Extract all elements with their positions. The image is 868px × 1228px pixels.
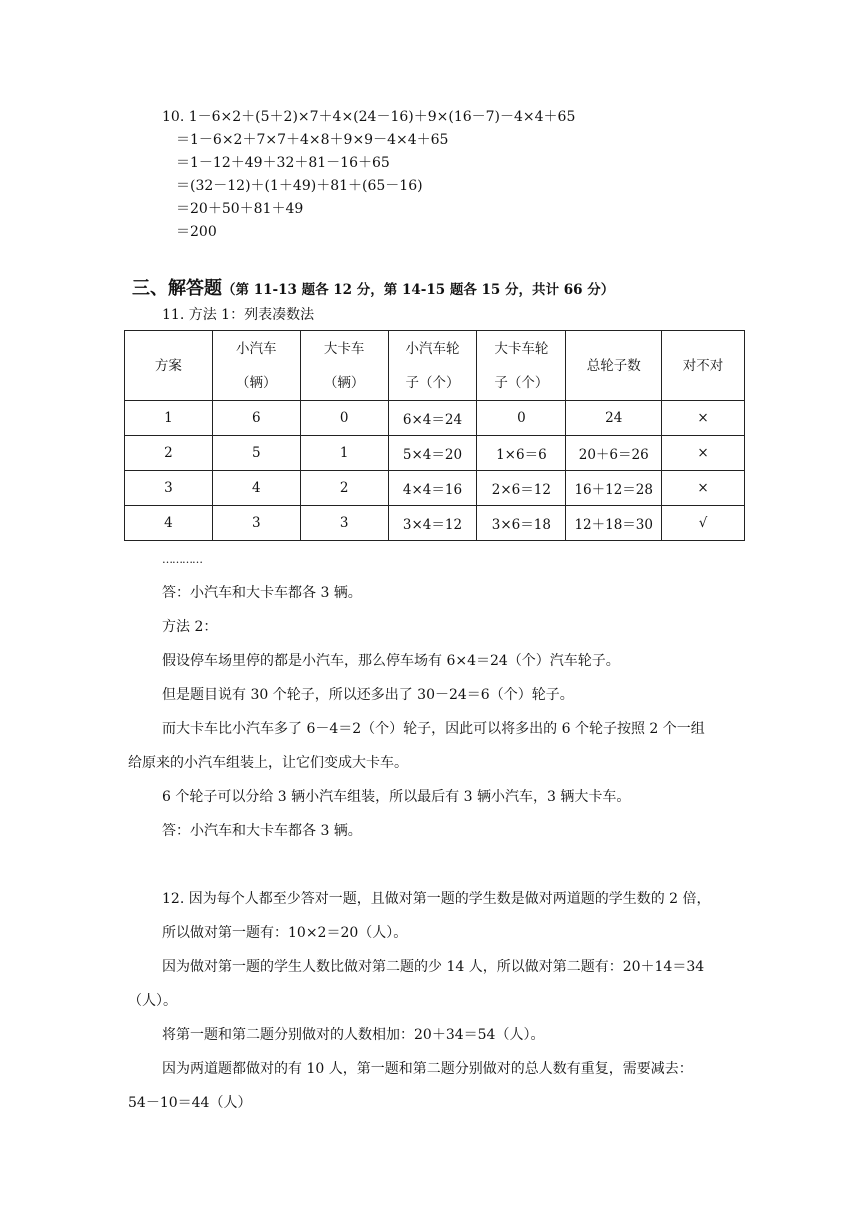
q12-line-6: 因为两道题都做对的有 10 人，第一题和第二题分别做对的总人数有重复，需要减去：	[162, 1061, 693, 1077]
q10-line-1: 10. 1－6×2＋(5＋2)×7＋4×(24－16)＋9×(16－7)－4×4＋65	[162, 109, 576, 125]
q11-method2-line-3: 而大卡车比小汽车多了 6－4＝2（个）轮子，因此可以将多出的 6 个轮子按照 2 个一组	[162, 721, 705, 737]
q11-method1-title: 11. 方法 1：列表凑数法	[162, 307, 315, 323]
table-cell: 2	[125, 436, 213, 471]
table-cell: 4	[212, 471, 300, 506]
table-cell: 2×6＝12	[477, 471, 566, 506]
table-cell: 0	[300, 401, 388, 436]
q10-line-2: ＝1－6×2＋7×7＋4×8＋9×9－4×4＋65	[176, 132, 449, 148]
table-cell: 3	[300, 506, 388, 541]
table-cell: √	[662, 506, 745, 541]
solution-table	[124, 330, 745, 541]
q10-line-3: ＝1－12＋49＋32＋81－16＋65	[176, 155, 390, 171]
table-cell: 1×6＝6	[477, 436, 566, 471]
table-row	[125, 506, 745, 541]
header-plan: 方案	[125, 331, 213, 401]
section-title: 三、解答题	[132, 278, 222, 299]
q11-method2-line-2: 但是题目说有 30 个轮子，所以还多出了 30－24＝6（个）轮子。	[162, 687, 574, 703]
q11-answer-1: 答：小汽车和大卡车都各 3 辆。	[162, 585, 362, 601]
table-cell: 12＋18＝30	[566, 506, 662, 541]
section-score-note: （第 11-13 题各 12 分，第 14-15 题各 15 分，共计 66 分）	[222, 282, 615, 298]
q11-answer-2: 答：小汽车和大卡车都各 3 辆。	[162, 823, 362, 839]
table-cell: 1	[300, 436, 388, 471]
table-cell: 4	[125, 506, 213, 541]
table-cell: 3	[212, 506, 300, 541]
header-trucks: 大卡车 （辆）	[300, 331, 388, 401]
table-cell: 20＋6＝26	[566, 436, 662, 471]
header-cars: 小汽车 （辆）	[212, 331, 300, 401]
table-row	[125, 401, 745, 436]
q12-line-7: 54－10＝44（人）	[128, 1095, 252, 1111]
table-row	[125, 471, 745, 506]
q12-line-2: 所以做对第一题有：10×2＝20（人）。	[162, 925, 408, 941]
header-correct: 对不对	[662, 331, 745, 401]
table-ellipsis: …………	[162, 553, 202, 566]
header-car-wheels: 小汽车轮 子（个）	[388, 331, 477, 401]
table-cell: 5×4＝20	[388, 436, 477, 471]
table-cell: 6	[212, 401, 300, 436]
table-cell: 24	[566, 401, 662, 436]
q12-line-1: 12. 因为每个人都至少答对一题，且做对第一题的学生数是做对两道题的学生数的 2 倍，	[162, 891, 711, 907]
table-cell: 16＋12＝28	[566, 471, 662, 506]
table-cell: ×	[662, 401, 745, 436]
table-header-row	[125, 331, 745, 401]
q11-method2-line-1: 假设停车场里停的都是小汽车，那么停车场有 6×4＝24（个）汽车轮子。	[162, 653, 620, 669]
table-cell: 3×4＝12	[388, 506, 477, 541]
q12-line-3: 因为做对第一题的学生人数比做对第二题的少 14 人，所以做对第二题有：20＋14＝34	[162, 959, 705, 975]
table-cell: 1	[125, 401, 213, 436]
table-cell: 6×4＝24	[388, 401, 477, 436]
table-cell: ×	[662, 436, 745, 471]
table-cell: 3	[125, 471, 213, 506]
q10-line-6: ＝200	[176, 224, 217, 240]
table-cell: ×	[662, 471, 745, 506]
table-cell: 2	[300, 471, 388, 506]
table-cell: 5	[212, 436, 300, 471]
table-cell: 4×4＝16	[388, 471, 477, 506]
q12-line-5: 将第一题和第二题分别做对的人数相加：20＋34＝54（人）。	[162, 1027, 545, 1043]
header-truck-wheels: 大卡车轮 子（个）	[477, 331, 566, 401]
table-cell: 0	[477, 401, 566, 436]
q10-line-5: ＝20＋50＋81＋49	[176, 201, 304, 217]
section-heading	[132, 274, 614, 300]
q10-line-4: ＝(32－12)＋(1＋49)＋81＋(65－16)	[176, 178, 423, 194]
q11-method2-title: 方法 2：	[162, 619, 218, 635]
q12-line-4: （人）。	[128, 993, 177, 1009]
table-cell: 3×6＝18	[477, 506, 566, 541]
q11-method2-line-4: 给原来的小汽车组装上，让它们变成大卡车。	[128, 755, 408, 771]
table-row	[125, 436, 745, 471]
header-total-wheels: 总轮子数	[566, 331, 662, 401]
q11-method2-line-5: 6 个轮子可以分给 3 辆小汽车组装，所以最后有 3 辆小汽车，3 辆大卡车。	[162, 789, 631, 805]
